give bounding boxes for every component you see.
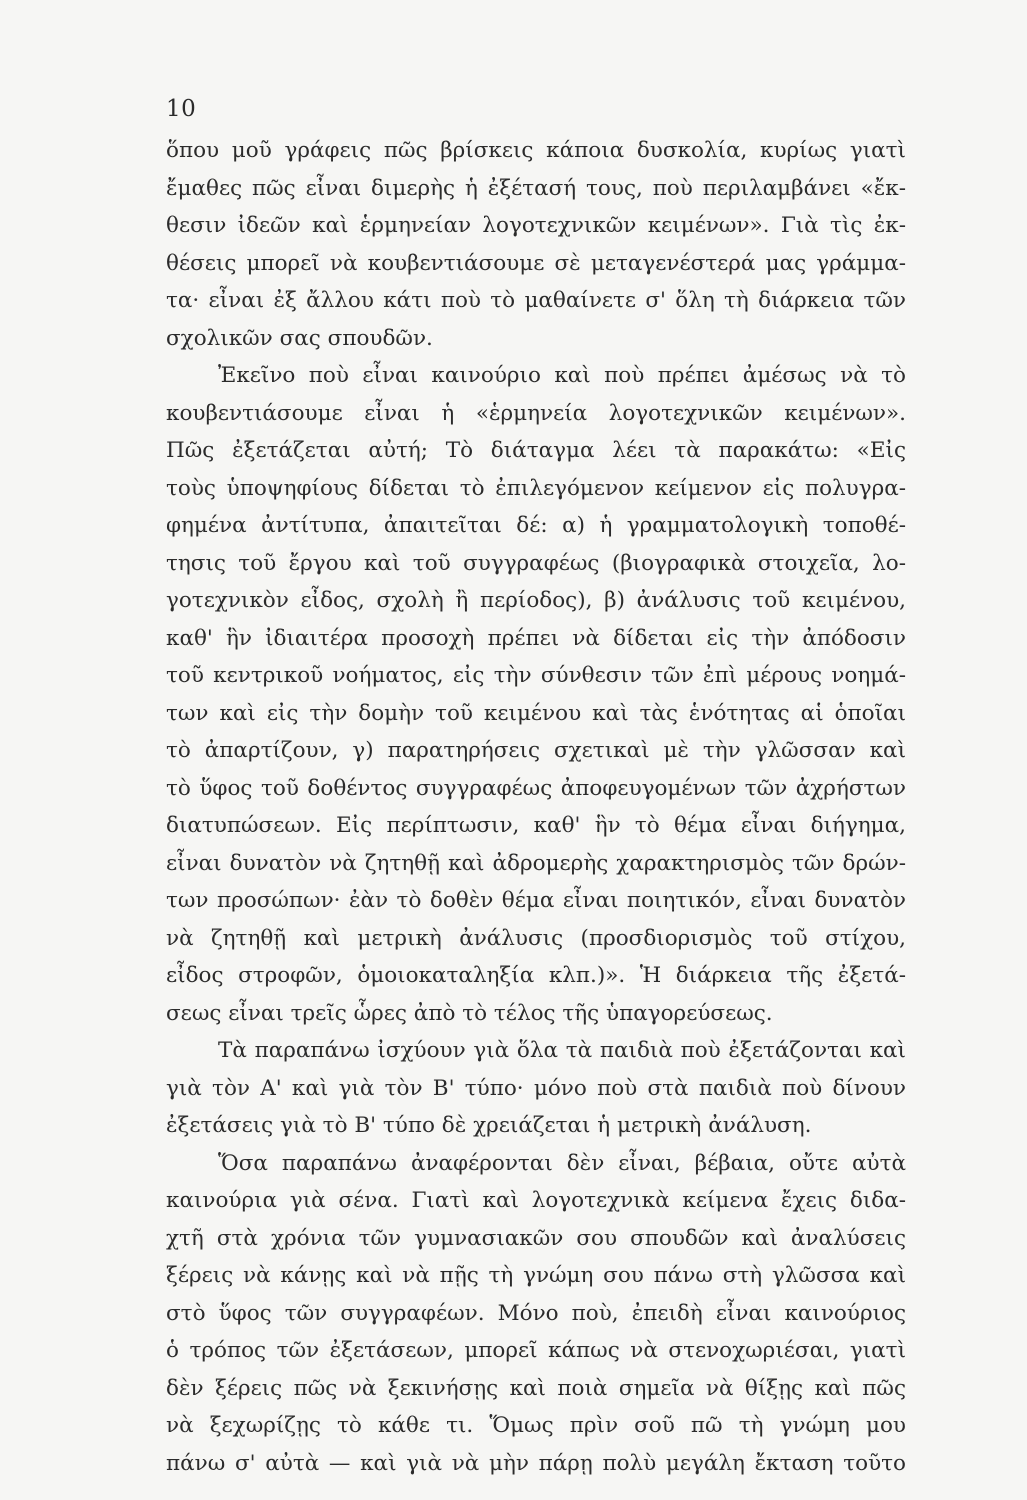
- text-line: γοτεχνικὸν εἶδος, σχολὴ ἢ περίοδος), β) ἀνάλυσις τοῦ κειμένου,: [166, 588, 906, 613]
- text-line: ἔμαθες πῶς εἶναι διμερὴς ἡ ἐξέτασή τους, ποὺ περιλαμβάνει «ἔκ-: [166, 175, 906, 201]
- text-line: θέσεις μπορεῖ νὰ κουβεντιάσουμε σὲ μεταγενέστερά μας γράμμα-: [166, 250, 906, 276]
- text-line: νὰ ζητηθῇ καὶ μετρικὴ ἀνάλυσις (προσδιορισμὸς τοῦ στίχου,: [166, 925, 906, 951]
- text-line: διατυπώσεων. Εἰς περίπτωσιν, καθ' ἣν τὸ θέμα εἶναι διήγημα,: [166, 813, 906, 838]
- text-line: Τὰ παραπάνω ἰσχύουν γιὰ ὅλα τὰ παιδιὰ ποὺ ἐξετάζονται καὶ: [218, 1038, 906, 1063]
- text-line: πάνω σ' αὐτὰ — καὶ γιὰ νὰ μὴν πάρῃ πολὺ μεγάλη ἔκταση τοῦτο: [166, 1450, 906, 1476]
- text-line: θεσιν ἰδεῶν καὶ ἑρμηνείαν λογοτεχνικῶν κειμένων». Γιὰ τὶς ἐκ-: [166, 213, 906, 238]
- text-line: τὸ ἀπαρτίζουν, γ) παρατηρήσεις σχετικαὶ μὲ τὴν γλῶσσαν καὶ: [166, 738, 906, 763]
- text-line: καινούρια γιὰ σένα. Γιατὶ καὶ λογοτεχνικὰ κείμενα ἔχεις διδα-: [166, 1188, 906, 1213]
- text-line: νὰ ξεχωρίζῃς τὸ κάθε τι. Ὅμως πρὶν σοῦ πῶ τὴ γνώμη μου: [166, 1413, 906, 1438]
- text-line: εἶναι δυνατὸν νὰ ζητηθῇ καὶ ἀδρομερὴς χαρακτηρισμὸς τῶν δρών-: [166, 850, 906, 876]
- text-line: τὸ ὕφος τοῦ δοθέντος συγγραφέως ἀποφευγομένων τῶν ἀχρήστων: [166, 775, 906, 801]
- text-line: χτῆ στὰ χρόνια τῶν γυμνασιακῶν σου σπουδῶν καὶ ἀναλύσεις: [166, 1225, 906, 1251]
- text-line: Ἐκεῖνο ποὺ εἶναι καινούριο καὶ ποὺ πρέπει ἀμέσως νὰ τὸ: [218, 363, 906, 388]
- text-line: τοῦ κεντρικοῦ νοήματος, εἰς τὴν σύνθεσιν τῶν ἐπὶ μέρους νοημά-: [166, 663, 906, 688]
- text-line: ἐξετάσεις γιὰ τὸ Β' τύπο δὲ χρειάζεται ἡ μετρικὴ ἀνάλυση.: [166, 1113, 812, 1138]
- text-line: τα· εἶναι ἐξ ἄλλου κάτι ποὺ τὸ μαθαίνετε σ' ὅλη τὴ διάρκεια τῶν: [166, 288, 906, 313]
- text-line: δὲν ξέρεις πῶς νὰ ξεκινήσῃς καὶ ποιὰ σημεῖα νὰ θίξῃς καὶ πῶς: [166, 1375, 906, 1401]
- text-line: εἶδος στροφῶν, ὁμοιοκαταληξία κλπ.)». Ἡ διάρκεια τῆς ἐξετά-: [166, 963, 906, 988]
- text-line: ὁ τρόπος τῶν ἐξετάσεων, μπορεῖ κάπως νὰ στενοχωριέσαι, γιατὶ: [166, 1338, 906, 1363]
- text-line: Ὅσα παραπάνω ἀναφέρονται δὲν εἶναι, βέβαια, οὔτε αὐτὰ: [218, 1150, 906, 1176]
- text-line: κουβεντιάσουμε εἶναι ἡ «ἑρμηνεία λογοτεχνικῶν κειμένων».: [166, 400, 906, 426]
- text-line: σχολικῶν σας σπουδῶν.: [166, 325, 433, 351]
- text-line: στὸ ὕφος τῶν συγγραφέων. Μόνο ποὺ, ἐπειδὴ εἶναι καινούριος: [166, 1300, 906, 1326]
- text-line: των καὶ εἰς τὴν δομὴν τοῦ κειμένου καὶ τὰς ἑνότητας αἱ ὁποῖαι: [166, 700, 906, 726]
- text-line: γιὰ τὸν Α' καὶ γιὰ τὸν Β' τύπο· μόνο ποὺ στὰ παιδιὰ ποὺ δίνουν: [166, 1075, 906, 1101]
- text-line: καθ' ἣν ἰδιαιτέρα προσοχὴ πρέπει νὰ δίδεται εἰς τὴν ἀπόδοσιν: [166, 625, 906, 651]
- text-line: ξέρεις νὰ κάνῃς καὶ νὰ πῇς τὴ γνώμη σου πάνω στὴ γλῶσσα καὶ: [166, 1263, 906, 1288]
- body-text: [166, 132, 906, 1482]
- text-line: σεως εἶναι τρεῖς ὧρες ἀπὸ τὸ τέλος τῆς ὑπαγορεύσεως.: [166, 1000, 773, 1026]
- page-number: 10: [166, 96, 197, 122]
- text-line: τοὺς ὑποψηφίους δίδεται τὸ ἐπιλεγόμενον κείμενον εἰς πολυγρα-: [166, 475, 906, 501]
- text-line: φημένα ἀντίτυπα, ἀπαιτεῖται δέ: α) ἡ γραμματολογικὴ τοποθέ-: [166, 513, 906, 538]
- text-line: Πῶς ἐξετάζεται αὐτή; Τὸ διάταγμα λέει τὰ παρακάτω: «Εἰς: [166, 438, 906, 463]
- text-line: τησις τοῦ ἔργου καὶ τοῦ συγγραφέως (βιογραφικὰ στοιχεῖα, λο-: [166, 550, 906, 576]
- text-line: των προσώπων· ἐὰν τὸ δοθὲν θέμα εἶναι ποιητικόν, εἶναι δυνατὸν: [166, 888, 906, 913]
- text-line: ὅπου μοῦ γράφεις πῶς βρίσκεις κάποια δυσκολία, κυρίως γιατὶ: [166, 138, 906, 163]
